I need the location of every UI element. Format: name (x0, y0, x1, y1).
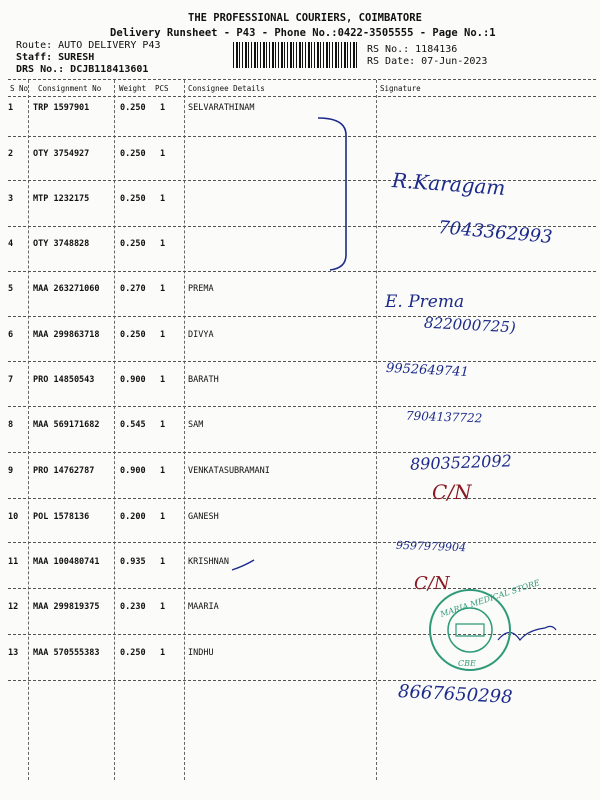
row-weight: 0.935 (120, 557, 146, 567)
tick-mark (232, 560, 254, 570)
row-consignee: MAARIA (188, 602, 219, 612)
row-consignment: POL 1578136 (33, 512, 90, 522)
handwritten-cn-mark: C/N (414, 573, 450, 594)
row-sno: 5 (8, 284, 14, 294)
row-sno: 7 (8, 375, 14, 385)
row-consignment: MTP 1232175 (33, 194, 90, 204)
row-weight: 0.250 (120, 239, 146, 249)
row-sno: 6 (8, 330, 14, 340)
handwritten-indhu-phone: 8667650298 (397, 681, 514, 708)
row-pcs: 1 (160, 375, 166, 385)
rs-date: RS Date: 07-Jun-2023 (367, 56, 488, 67)
row-consignee: SELVARATHINAM (188, 103, 255, 113)
row-consignee: GANESH (188, 512, 219, 522)
handwritten-divya-phone: 9952649741 (385, 360, 470, 381)
row-sno: 2 (8, 149, 14, 159)
row-pcs: 1 (160, 239, 166, 249)
stamp-text-bottom: CBE (458, 659, 476, 668)
row-weight: 0.250 (120, 648, 146, 658)
route-label: Route: AUTO DELIVERY P43 (16, 40, 161, 51)
row-weight: 0.250 (120, 149, 146, 159)
row-sno: 12 (8, 602, 19, 612)
signature-scrawl (498, 626, 556, 640)
handwritten-prema: E. Prema (385, 292, 465, 312)
col-header-sno: S No (10, 84, 29, 93)
row-consignee: KRISHNAN (188, 557, 229, 567)
col-header-signature: Signature (380, 84, 421, 93)
row-weight: 0.250 (120, 330, 146, 340)
handwritten-prema-phone: 822000725) (423, 313, 517, 337)
stamp-text-top: MARIA MEDICAL STORE (439, 578, 541, 619)
row-weight: 0.270 (120, 284, 146, 294)
row-weight: 0.900 (120, 466, 146, 476)
col-header-consignee: Consignee Details (188, 84, 265, 93)
row-consignment: MAA 569171682 (33, 420, 100, 430)
row-consignee: BARATH (188, 375, 219, 385)
row-consignment: PRO 14762787 (33, 466, 95, 476)
row-sno: 1 (8, 103, 14, 113)
row-consignment: MAA 299819375 (33, 602, 100, 612)
row-pcs: 1 (160, 466, 166, 476)
document-title: THE PROFESSIONAL COURIERS, COIMBATORE (188, 12, 422, 24)
row-sno: 3 (8, 194, 14, 204)
row-consignment: TRP 1597901 (33, 103, 90, 113)
row-consignee: SAM (188, 420, 204, 430)
row-consignee: INDHU (188, 648, 214, 658)
row-sno: 11 (8, 557, 19, 567)
row-weight: 0.250 (120, 194, 146, 204)
row-pcs: 1 (160, 420, 166, 430)
row-weight: 0.250 (120, 103, 146, 113)
row-pcs: 1 (160, 330, 166, 340)
row-sno: 9 (8, 466, 14, 476)
brace-mark (318, 118, 346, 270)
row-pcs: 1 (160, 557, 166, 567)
col-header-consignment: Consignment No (38, 84, 102, 93)
row-consignment: MAA 570555383 (33, 648, 100, 658)
row-pcs: 1 (160, 194, 166, 204)
row-consignment: OTY 3754927 (33, 149, 90, 159)
handwritten-venkata-phone: 8903522092 (409, 451, 513, 474)
row-pcs: 1 (160, 602, 166, 612)
row-consignee: DIVYA (188, 330, 214, 340)
row-consignment: MAA 100480741 (33, 557, 100, 567)
row-sno: 8 (8, 420, 14, 430)
handwritten-phone: 7043362993 (437, 217, 554, 248)
row-consignee: PREMA (188, 284, 214, 294)
row-consignee: VENKATASUBRAMANI (188, 466, 270, 476)
row-sno: 4 (8, 239, 14, 249)
row-sno: 13 (8, 648, 19, 658)
row-consignment: PRO 14850543 (33, 375, 95, 385)
row-pcs: 1 (160, 149, 166, 159)
row-weight: 0.545 (120, 420, 146, 430)
row-weight: 0.230 (120, 602, 146, 612)
row-weight: 0.900 (120, 375, 146, 385)
runsheet-subtitle: Delivery Runsheet - P43 - Phone No.:0422-3505555 - Page No.:1 (110, 27, 496, 39)
row-weight: 0.200 (120, 512, 146, 522)
row-pcs: 1 (160, 512, 166, 522)
handwritten-ganesh-phone: 9597979904 (395, 538, 467, 555)
row-consignment: OTY 3748828 (33, 239, 90, 249)
handwritten-barath-phone: 7904137722 (405, 408, 483, 426)
drs-number: DRS No.: DCJB118413601 (16, 64, 149, 75)
row-consignment: MAA 299863718 (33, 330, 100, 340)
row-pcs: 1 (160, 103, 166, 113)
row-pcs: 1 (160, 284, 166, 294)
col-header-pcs: PCS (155, 84, 169, 93)
row-pcs: 1 (160, 648, 166, 658)
row-sno: 10 (8, 512, 19, 522)
rs-number: RS No.: 1184136 (367, 44, 458, 55)
row-consignment: MAA 263271060 (33, 284, 100, 294)
handwritten-cn-mark: C/N (432, 480, 472, 504)
col-header-weight: Weight (119, 84, 147, 93)
handwritten-signature: R.Karagam (391, 168, 507, 200)
staff-label: Staff: SURESH (16, 52, 95, 63)
